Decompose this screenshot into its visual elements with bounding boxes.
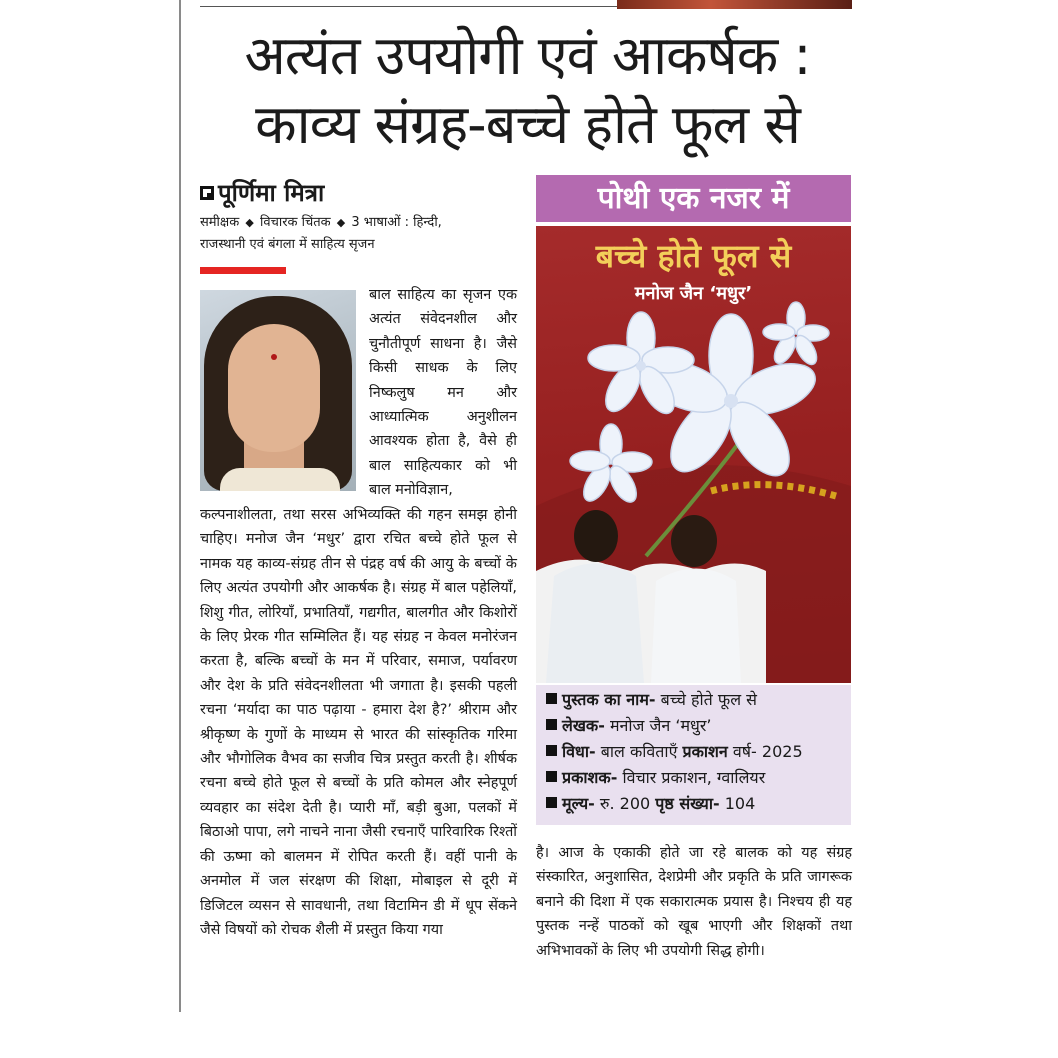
info-label: पृष्ठ संख्या- xyxy=(655,794,720,813)
page-frame-line xyxy=(179,0,181,1012)
square-bullet-icon xyxy=(546,771,557,782)
author-name-row xyxy=(200,178,520,208)
info-label: मूल्य- xyxy=(562,794,595,813)
info-value: विचार प्रकाशन, ग्वालियर xyxy=(622,768,766,787)
diamond-icon: ◆ xyxy=(245,216,254,229)
info-row-book-name xyxy=(546,689,757,711)
info-label: प्रकाशन xyxy=(682,742,728,761)
top-rule xyxy=(200,6,620,7)
square-bullet-icon xyxy=(546,745,557,756)
byline-square-icon xyxy=(200,186,214,200)
top-photo-strip xyxy=(617,0,852,9)
headline-line-1: अत्यंत उपयोगी एवं आकर्षक : xyxy=(244,24,811,87)
headline xyxy=(195,22,860,160)
info-value: 104 xyxy=(724,794,756,813)
info-label: विधा- xyxy=(562,742,596,761)
cover-author: मनोज जैन ‘मधुर’ xyxy=(634,283,753,304)
info-value: रु. 200 xyxy=(599,794,651,813)
cover-title: बच्चे होते फूल से xyxy=(595,237,792,275)
info-value: बच्चे होते फूल से xyxy=(660,690,757,709)
info-row-price-pages xyxy=(546,793,755,815)
info-row-publisher xyxy=(546,767,765,789)
info-label: पुस्तक का नाम- xyxy=(562,690,656,709)
info-value: बाल कविताएँ xyxy=(600,742,678,761)
article-text-right-column: है। आज के एकाकी होते जा रहे बालक को यह संग्रह संस्कारित, अनुशासित, देशप्रेमी और प्रकृति के प्रति जागरूक बनाने की दिशा में एक सकारात्मक प्रयास है। निश्चय ही यह पुस्तक नन्हें पाठकों को खूब भाएगी और शिक्षकों तथा अभिभावकों के लिए भी उपयोगी सिद्ध होगी। xyxy=(536,845,852,959)
square-bullet-icon xyxy=(546,693,557,704)
book-cover xyxy=(536,226,851,683)
author-role-reviewer: समीक्षक xyxy=(200,215,240,230)
info-row-author xyxy=(546,715,711,737)
book-info-box xyxy=(536,685,851,825)
info-value: वर्ष- 2025 xyxy=(732,742,803,761)
info-label: लेखक- xyxy=(562,716,605,735)
author-role-languages: 3 भाषाओं : हिन्दी, xyxy=(351,215,442,230)
author-role-thinker: विचारक चिंतक xyxy=(259,215,331,230)
sidebar-header: पोथी एक नजर में xyxy=(536,175,851,222)
square-bullet-icon xyxy=(546,719,557,730)
info-value: मनोज जैन ‘मधुर’ xyxy=(609,716,712,735)
square-bullet-icon xyxy=(546,797,557,808)
info-row-genre-year xyxy=(546,741,803,763)
red-accent-bar xyxy=(200,267,286,274)
author-photo xyxy=(200,290,356,491)
article-text-beside-photo: बाल साहित्य का सृजन एक अत्यंत संवेदनशील और चुनौतीपूर्ण साधना है। जैसे किसी साधक के लिए निष्कलुष मन और आध्यात्मिक अनुशीलन आवश्यक होता है, वैसे ही बाल साहित्यकार को भी बाल मनोविज्ञान, xyxy=(369,287,517,499)
author-description xyxy=(200,212,520,256)
article-text-left-column: कल्पनाशीलता, तथा सरस अभिव्यक्ति की गहन समझ होनी चाहिए। मनोज जैन ‘मधुर’ द्वारा रचित बच्चे होते फूल से नामक यह काव्य-संग्रह तीन से पंद्रह वर्ष की आयु के बच्चों के लिए अत्यंत उपयोगी और आकर्षक है। संग्रह में बाल पहेलियाँ, शिशु गीत, लोरियाँ, प्रभातियाँ, गद्यगीत, बालगीत और किशोरों के लिए प्रेरक गीत सम्मिलित हैं। यह संग्रह न केवल मनोरंजन करता है, बल्कि बच्चों के मन में परिवार, समाज, पर्यावरण और देश के प्रति संवेदनशीलता भी जगाता है। इसकी पहली रचना ‘मर्यादा का पाठ पढ़ाया - हमारा देश है?’ श्रीराम और श्रीकृष्ण के गुणों के माध्यम से भारत की सांस्कृतिक गरिमा और भौगोलिक वैभव का सजीव चित्र प्रस्तुत करती है। शीर्षक रचना बच्चे होते फूल से बच्चों के प्रति कोमल और स्नेहपूर्ण व्यवहार का संदेश देती है। प्यारी माँ, बड़ी बुआ, पलकों में बिठाओ पापा, लगे नाचने नाना जैसी रचनाएँ पारिवारिक रिश्तों की ऊष्मा को बालमन में रोपित करती हैं। वहीं पानी के अनमोल में जल संरक्षण की शिक्षा, मोबाइल से दूरी में डिजिटल व्यसन से सावधानी, तथा विटामिन डी में धूप सेंकने जैसे विषयों को रोचक शैली में प्रस्तुत किया गया xyxy=(200,507,517,938)
headline-line-2: काव्य संग्रह-बच्चे होते फूल से xyxy=(255,93,800,156)
byline xyxy=(200,178,520,256)
diamond-icon: ◆ xyxy=(336,216,346,229)
info-label: प्रकाशक- xyxy=(562,768,618,787)
author-name: पूर्णिमा मित्रा xyxy=(218,179,325,207)
author-role-literature: राजस्थानी एवं बंगला में साहित्य सृजन xyxy=(200,237,375,252)
